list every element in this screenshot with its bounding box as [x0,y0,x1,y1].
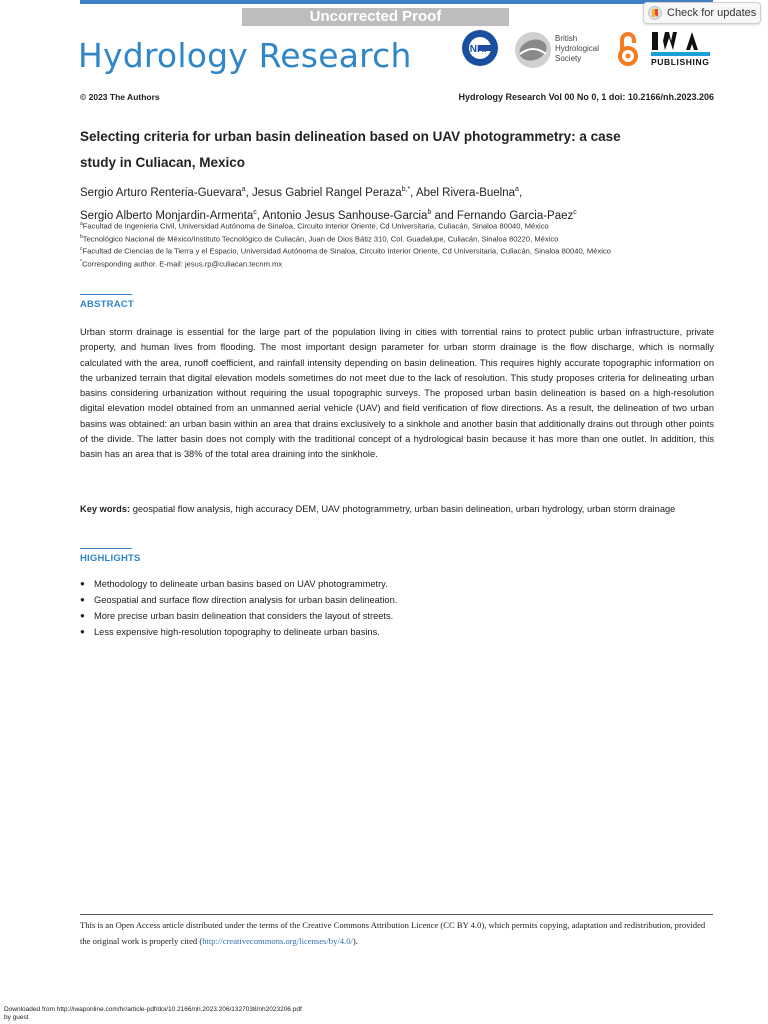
bhs-logo-text [555,34,599,64]
bhs-line-2: Hydrological [555,44,600,53]
highlight-item [80,624,714,640]
uncorrected-proof-banner: Uncorrected Proof [242,8,509,26]
affiliation-mark: b [80,233,83,240]
author-affil-mark: a [241,186,246,193]
open-access-icon [620,34,636,64]
bhs-line-1: British [555,34,578,43]
author-separator: , [256,209,263,222]
check-for-updates-button[interactable] [643,2,761,24]
nhf-logo-text: NHF [469,44,491,55]
keywords-text: geospatial flow analysis, high accuracy DEM, UAV photogrammetry, urban basin delineation, urban hydrology, urban storm drainage [132,504,676,514]
iwa-logo-icon [651,32,710,56]
author-affil-mark: a [515,186,519,193]
author: Sergio Alberto Monjardin-Armenta [80,209,254,222]
bullet-icon: ● [80,595,85,604]
crossmark-icon [648,6,662,20]
abstract-heading: ABSTRACT [80,299,134,310]
check-for-updates-label: Check for updates [667,7,757,19]
keywords [80,502,714,517]
article-title-line-2: study in Culiacan, Mexico [80,155,246,170]
affiliation-item [80,219,720,232]
affiliation-item [80,232,720,245]
download-line-2: by guest [4,1014,29,1021]
author-separator: , [245,186,253,199]
author: Abel Rivera-Buelna [415,186,516,199]
affiliation-text: Tecnológico Nacional de México/Instituto Tecnológico de Culiacán, Juan de Dios Bátiz 310, Col. Guadalupe, Culiacán, Sinaloa 80220, México [82,234,559,244]
affiliation-list [80,219,720,269]
bullet-icon: ● [80,579,85,588]
journal-title: Hydrology Research [78,36,412,75]
author-affil-mark: c [573,208,577,216]
highlight-text: Geospatial and surface flow direction analysis for urban basin delineation. [94,595,398,605]
highlight-text: More precise urban basin delineation that considers the layout of streets. [94,611,394,621]
author: Antonio Jesus Sanhouse-Garcia [262,209,428,222]
license-text: This is an Open Access article distributed under the terms of the Creative Commons Attribution Licence (CC BY 4.0), which permits copying, adaptation and redistribution, provided the original work is properly cited ( [80,920,706,946]
author-separator: and [431,209,457,222]
open-access-statement [80,918,714,949]
keywords-label: Key words: [80,504,131,514]
bhs-line-3: Society [555,54,582,63]
highlights-heading: HIGHLIGHTS [80,553,141,564]
author: Sergio Arturo Renteria-Guevara [80,186,242,199]
highlight-item [80,608,714,624]
highlights-list [80,576,714,640]
iwa-publishing-text: PUBLISHING [651,57,710,67]
affiliation-mark: a [80,221,83,227]
highlight-text: Methodology to delineate urban basins based on UAV photogrammetry. [94,579,388,589]
article-title-line-1: Selecting criteria for urban basin delineation based on UAV photogrammetry: a case [80,129,621,144]
footer-rule [80,914,713,915]
article-title [80,124,710,176]
author-separator: , [410,186,416,199]
abstract-rule [80,294,132,295]
affiliation-mark: c [80,246,83,253]
affiliation-text: Facultad de Ingenieria Civil, Universidad Autónoma de Sinaloa, Circuito Interior Oriente, Cd Universitaria, Culiacán, Sinaloa 80040, México [82,221,549,231]
highlight-item [80,592,714,608]
nhf-logo-icon [462,30,498,66]
corresponding-author [80,257,720,270]
author: Jesus Gabriel Rangel Peraza [252,186,402,199]
license-link[interactable]: http://creativecommons.org/licenses/by/4.0/ [202,935,353,946]
copyright-line: © 2023 The Authors [80,92,160,102]
license-text-end: ). [352,935,358,946]
affiliation-item [80,244,720,257]
highlights-rule [80,548,132,549]
corresponding-author-text[interactable]: Corresponding author. E-mail: jesus.rp@culiacan.tecnm.mx [81,259,283,269]
highlight-item [80,576,714,592]
bullet-icon: ● [80,627,85,636]
top-accent-bar [80,0,713,4]
citation-line: Hydrology Research Vol 00 No 0, 1 doi: 10.2166/nh.2023.206 [458,92,714,102]
bhs-logo-icon [515,32,551,68]
affiliation-mark: * [80,258,82,265]
author-affil-mark: c [253,208,257,216]
highlight-text: Less expensive high-resolution topography to delineate urban basins. [94,627,380,637]
bullet-icon: ● [80,611,85,620]
author-separator: , [518,186,523,199]
download-notice [4,1006,302,1022]
download-line-1[interactable]: Downloaded from http://iwaponline.com/hr/article-pdf/doi/10.2166/nh.2023.206/1327038/nh2023206.pdf [4,1006,302,1013]
author: Fernando Garcia-Paez [456,209,574,222]
abstract-text: Urban storm drainage is essential for the large part of the population living in cities with torrential rains to protect public urban infrastructure, private property, and human lives from flooding. The most important design parameter for urban storm drainage is the flow discharge, which is normally calculated with the area, runoff coefficient, and rainfall intensity depending on basin delineation. This requires highly accurate topographic information on the urbanized terrain that digital elevation models sometimes do not meet due to the lack of resolution. This study proposes criteria for delineating urban basins considering urbanization without requiring the usual topographic surveys. The proposed urban basin delineation is based on a high-resolution digital elevation model obtained from an unmanned aerial vehicle (UAV) and field verification of flow directions. As a result, the delineation of two urban basins was obtained: an urban basin within an area that drains exclusively to a sinkhole and another basin that additionally drains out through other points of the divide. The latter basin does not comply with the traditional concept of a hydrological basin because it has more than one outlet. In addition, this basin has an area that is 38% of the total area draining into the sinkhole. [80,327,714,460]
author-affil-mark: b,* [401,186,411,193]
author-affil-mark: b [427,208,432,216]
affiliation-text: Facultad de Ciencias de la Tierra y el Espacio, Universidad Autónoma de Sinaloa, Circuito Interior Oriente, Cd Universitaria, Culiacán, Sinaloa 80040, México [82,246,611,256]
